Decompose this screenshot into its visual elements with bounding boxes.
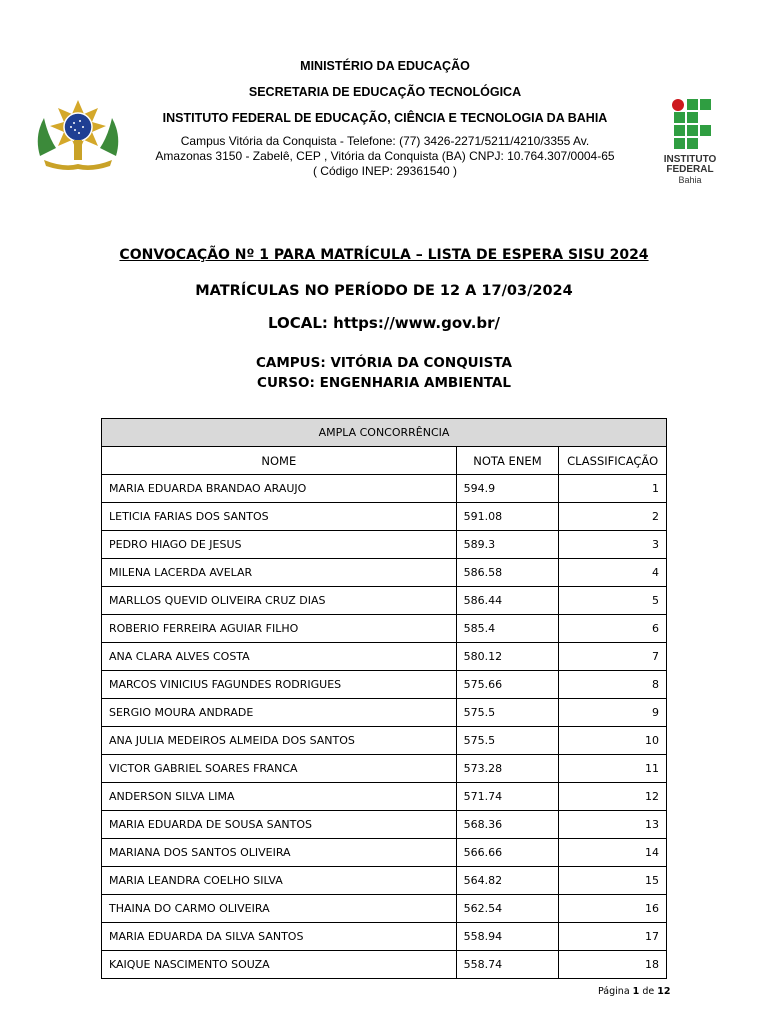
table-row	[102, 951, 667, 979]
cell-nota-enem: 580.12	[456, 643, 559, 671]
cell-classificacao: 3	[559, 531, 667, 559]
cell-classificacao: 16	[559, 895, 667, 923]
cell-classificacao: 13	[559, 811, 667, 839]
cell-nome: MARIA EDUARDA DA SILVA SANTOS	[102, 923, 457, 951]
logo-text: INSTITUTO	[663, 154, 717, 165]
section-header: AMPLA CONCORRÊNCIA	[102, 419, 667, 447]
cell-nome: ROBERIO FERREIRA AGUIAR FILHO	[102, 615, 457, 643]
cell-nota-enem: 558.74	[456, 951, 559, 979]
convocacao-title: CONVOCAÇÃO Nº 1 PARA MATRÍCULA – LISTA DE ESPERA SISU 2024	[119, 247, 649, 263]
cell-nome: LETICIA FARIAS DOS SANTOS	[102, 503, 457, 531]
cell-nome: MILENA LACERDA AVELAR	[102, 559, 457, 587]
table-row	[102, 643, 667, 671]
cell-nota-enem: 575.5	[456, 699, 559, 727]
cell-classificacao: 1	[559, 475, 667, 503]
cell-classificacao: 5	[559, 587, 667, 615]
address-line: Amazonas 3150 - Zabelê, CEP , Vitória da Conquista (BA) CNPJ: 10.764.307/0004-65	[155, 149, 615, 163]
cell-nota-enem: 575.66	[456, 671, 559, 699]
footer-sep: de	[642, 986, 655, 997]
cell-classificacao: 18	[559, 951, 667, 979]
cell-nome: MARIA EDUARDA BRANDAO ARAUJO	[102, 475, 457, 503]
cell-nome: MARIA EDUARDA DE SOUSA SANTOS	[102, 811, 457, 839]
brazil-coat-of-arms-icon	[34, 96, 122, 174]
table-row	[102, 839, 667, 867]
cell-nota-enem: 594.9	[456, 475, 559, 503]
cell-classificacao: 10	[559, 727, 667, 755]
table-row	[102, 867, 667, 895]
cell-nota-enem: 564.82	[456, 867, 559, 895]
cell-nome: THAINA DO CARMO OLIVEIRA	[102, 895, 457, 923]
footer-total: 12	[657, 986, 671, 997]
institution-header	[130, 58, 640, 179]
cell-nota-enem: 562.54	[456, 895, 559, 923]
header-line: SECRETARIA DE EDUCAÇÃO TECNOLÓGICA	[248, 85, 522, 99]
cell-classificacao: 15	[559, 867, 667, 895]
table-row	[102, 587, 667, 615]
table-row	[102, 699, 667, 727]
table-row	[102, 895, 667, 923]
table-row	[102, 727, 667, 755]
cell-nome: ANA JULIA MEDEIROS ALMEIDA DOS SANTOS	[102, 727, 457, 755]
address-line: Campus Vitória da Conquista - Telefone: (77) 3426-2271/5211/4210/3355 Av.	[180, 134, 590, 148]
curso-title: CURSO: ENGENHARIA AMBIENTAL	[257, 375, 511, 391]
cell-nome: PEDRO HIAGO DE JESUS	[102, 531, 457, 559]
address-line: ( Código INEP: 29361540 )	[312, 164, 458, 178]
column-header-classificacao: CLASSIFICAÇÃO	[559, 447, 667, 475]
document-header	[0, 58, 768, 193]
cell-classificacao: 9	[559, 699, 667, 727]
table-row	[102, 811, 667, 839]
cell-classificacao: 12	[559, 783, 667, 811]
footer-page: 1	[632, 986, 640, 997]
candidates-table	[101, 418, 667, 979]
table-row	[102, 503, 667, 531]
logo-text: Bahia	[678, 175, 702, 185]
cell-classificacao: 17	[559, 923, 667, 951]
cell-classificacao: 7	[559, 643, 667, 671]
cell-nota-enem: 591.08	[456, 503, 559, 531]
cell-nota-enem: 558.94	[456, 923, 559, 951]
logo-text: FEDERAL	[666, 164, 714, 175]
header-line: INSTITUTO FEDERAL DE EDUCAÇÃO, CIÊNCIA E TECNOLOGIA DA BAHIA	[162, 111, 608, 125]
table-row	[102, 671, 667, 699]
cell-classificacao: 8	[559, 671, 667, 699]
cell-nota-enem: 575.5	[456, 727, 559, 755]
cell-nome: SERGIO MOURA ANDRADE	[102, 699, 457, 727]
table-row	[102, 755, 667, 783]
campus-title: CAMPUS: VITÓRIA DA CONQUISTA	[255, 355, 513, 371]
table-row	[102, 923, 667, 951]
cell-classificacao: 4	[559, 559, 667, 587]
cell-nome: MARCOS VINICIUS FAGUNDES RODRIGUES	[102, 671, 457, 699]
cell-nota-enem: 571.74	[456, 783, 559, 811]
cell-nota-enem: 585.4	[456, 615, 559, 643]
cell-nome: KAIQUE NASCIMENTO SOUZA	[102, 951, 457, 979]
footer-prefix: Página	[598, 986, 630, 997]
table-row	[102, 559, 667, 587]
cell-nome: ANA CLARA ALVES COSTA	[102, 643, 457, 671]
table-row	[102, 531, 667, 559]
cell-nome: MARIA LEANDRA COELHO SILVA	[102, 867, 457, 895]
cell-nome: MARIANA DOS SANTOS OLIVEIRA	[102, 839, 457, 867]
table-body	[102, 475, 667, 979]
cell-classificacao: 11	[559, 755, 667, 783]
cell-classificacao: 6	[559, 615, 667, 643]
table-row	[102, 475, 667, 503]
cell-nota-enem: 586.44	[456, 587, 559, 615]
document-titles	[0, 244, 768, 394]
page-footer	[598, 986, 670, 997]
column-header-nota: NOTA ENEM	[456, 447, 559, 475]
cell-nome: MARLLOS QUEVID OLIVEIRA CRUZ DIAS	[102, 587, 457, 615]
column-header-nome: NOME	[102, 447, 457, 475]
cell-nota-enem: 589.3	[456, 531, 559, 559]
cell-nota-enem: 586.58	[456, 559, 559, 587]
table-row	[102, 783, 667, 811]
cell-nome: ANDERSON SILVA LIMA	[102, 783, 457, 811]
cell-classificacao: 14	[559, 839, 667, 867]
if-bahia-logo	[656, 98, 724, 190]
cell-nota-enem: 573.28	[456, 755, 559, 783]
periodo-title: MATRÍCULAS NO PERÍODO DE 12 A 17/03/2024	[195, 283, 573, 299]
local-title: LOCAL: https://www.gov.br/	[267, 314, 501, 332]
cell-nota-enem: 566.66	[456, 839, 559, 867]
if-logo-icon	[656, 98, 724, 150]
cell-classificacao: 2	[559, 503, 667, 531]
cell-nota-enem: 568.36	[456, 811, 559, 839]
cell-nome: VICTOR GABRIEL SOARES FRANCA	[102, 755, 457, 783]
table-row	[102, 615, 667, 643]
header-line: MINISTÉRIO DA EDUCAÇÃO	[300, 59, 470, 73]
